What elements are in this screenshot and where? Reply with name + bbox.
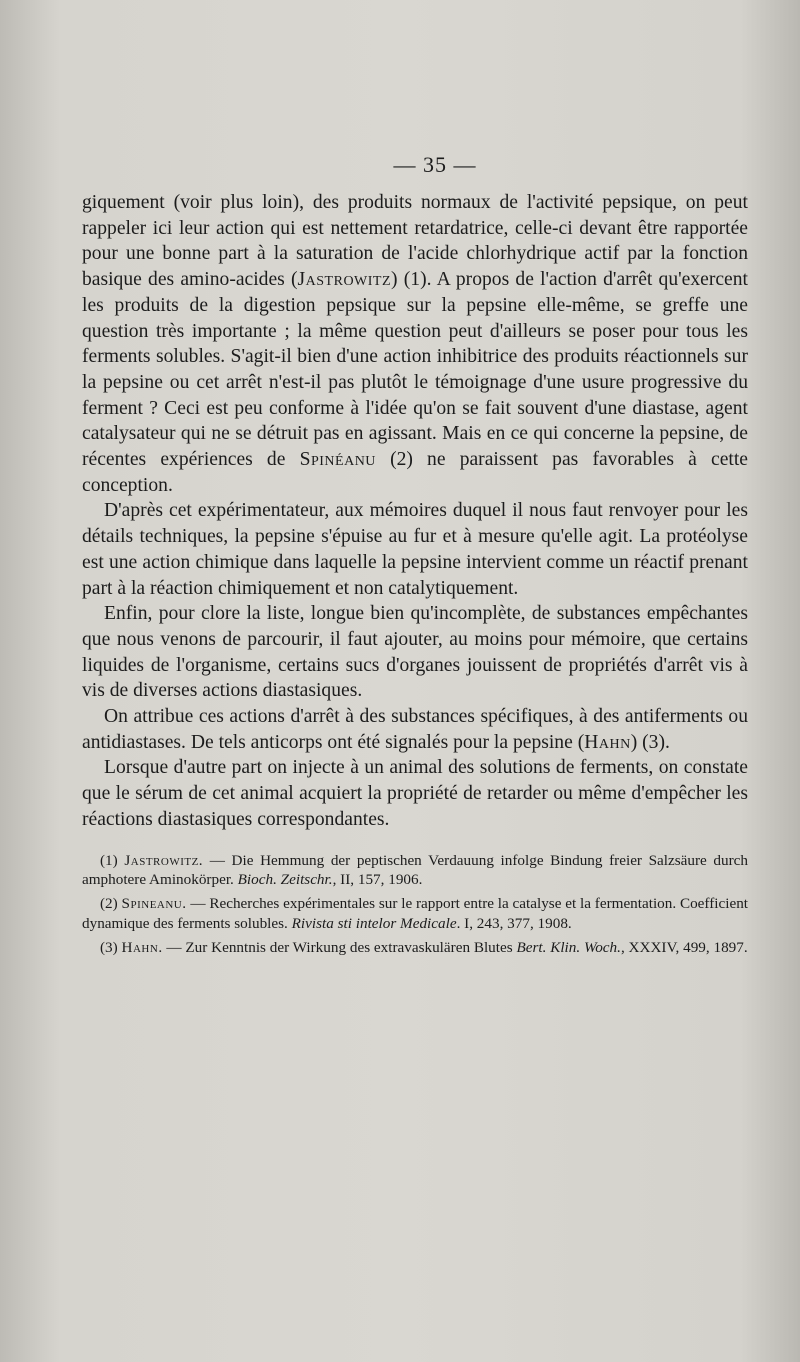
- footnote-1: [82, 851, 748, 891]
- footnote-journal: Bioch. Zeitschr.: [237, 871, 333, 889]
- page-number: — 35 —: [393, 152, 477, 177]
- paragraph-text: ) (1). A propos de l'action d'arrêt qu'exercent les produits de la digestion pepsique sur la pepsine elle-même, se greffe une question très importante ; la même question peut d'ailleurs se poser pour tous les ferments solubles. S'agit-il bien d'une action inhibitrice des produits réactionnels sur la pepsine ou cet arrêt n'est-il pas plutôt le témoignage d'une usure progressive du ferment ? Ceci est peu conforme à l'idée qu'on se fait souvent d'une diastase, agent catalysateur qui ne se détruit pas en agissant. Mais en ce qui concerne la pepsine, de récentes expériences de: [82, 269, 748, 471]
- footnote-2: [82, 894, 748, 934]
- footnote-number: (1): [100, 851, 118, 869]
- paragraph-3: Enfin, pour clore la liste, longue bien qu'incomplète, de substances empêchantes que nous venons de parcourir, il faut ajouter, au moins pour mémoire, que certains liquides de l'organisme, certains sucs d'organes jouissent de propriétés d'arrêt vis à vis de diverses actions diastasiques.: [82, 603, 748, 702]
- footnote-3: [82, 938, 748, 958]
- author-name: Spinéanu: [299, 449, 376, 471]
- footnote-text: — Zur Kenntnis der Wirkung des extravaskulären Blutes: [162, 938, 517, 956]
- footnote-number: (2): [100, 895, 118, 913]
- paragraph-4: [82, 704, 748, 755]
- paragraph-5: Lorsque d'autre part on injecte à un animal des solutions de ferments, on constate que le sérum de cet animal acquiert la propriété de retarder ou même d'empêcher les réactions diastasiques correspondantes.: [82, 757, 748, 830]
- author-name: Jastrowitz: [297, 269, 392, 291]
- footnote-journal: Bert. Klin. Woch.: [516, 938, 621, 956]
- footnote-ref: , II, 157, 1906.: [332, 871, 423, 889]
- author-name: Hahn: [584, 731, 631, 753]
- paragraph-text: (2) ne paraissent pas favorables à cette conception.: [82, 449, 748, 496]
- footnote-ref: , XXXIV, 499, 1897.: [620, 938, 748, 956]
- paragraph-text: giquement (voir plus loin), des produits normaux de l'activité pepsique, on peut rappeler ici leur action qui est nettement retardatrice, celle-ci devant être rapportée pour une bonne part à la saturation de l'acide chlorhydrique actif par la fonction basique des amino-acides (: [82, 192, 748, 291]
- footnote-ref: . I, 243, 377, 1908.: [456, 914, 572, 932]
- footnote-text: — Die Hemmung der peptischen Verdauung infolge Bindung freier Salzsäure durch amphotere Aminokörper.: [82, 851, 748, 889]
- footnote-journal: Rivista sti intelor Medicale: [291, 914, 457, 932]
- footnote-author: Spineanu.: [121, 895, 187, 913]
- paragraph-text: On attribue ces actions d'arrêt à des substances spécifiques, à des antiferments ou antidiastases. De tels anticorps ont été signalés pour la pepsine (: [82, 706, 748, 753]
- footnote-text: — Recherches expérimentales sur le rapport entre la catalyse et la fermentation. Coefficient dynamique des ferments solubles.: [82, 895, 749, 932]
- footnote-number: (3): [100, 938, 118, 956]
- paragraph-1: [82, 190, 748, 498]
- footnote-author: Hahn.: [121, 938, 163, 956]
- paragraph-2: D'après cet expérimentateur, aux mémoires duquel il nous faut renvoyer pour les détails techniques, la pepsine s'épuise au fur et à mesure qu'elle agit. La protéolyse est une action chimique dans laquelle la pepsine intervient comme un réactif prenant part à la réaction chimiquement et non catalytiquement.: [82, 500, 748, 599]
- paragraph-text: ) (3).: [630, 731, 670, 753]
- footnote-author: Jastrowitz.: [124, 851, 204, 869]
- footnotes: [82, 851, 748, 958]
